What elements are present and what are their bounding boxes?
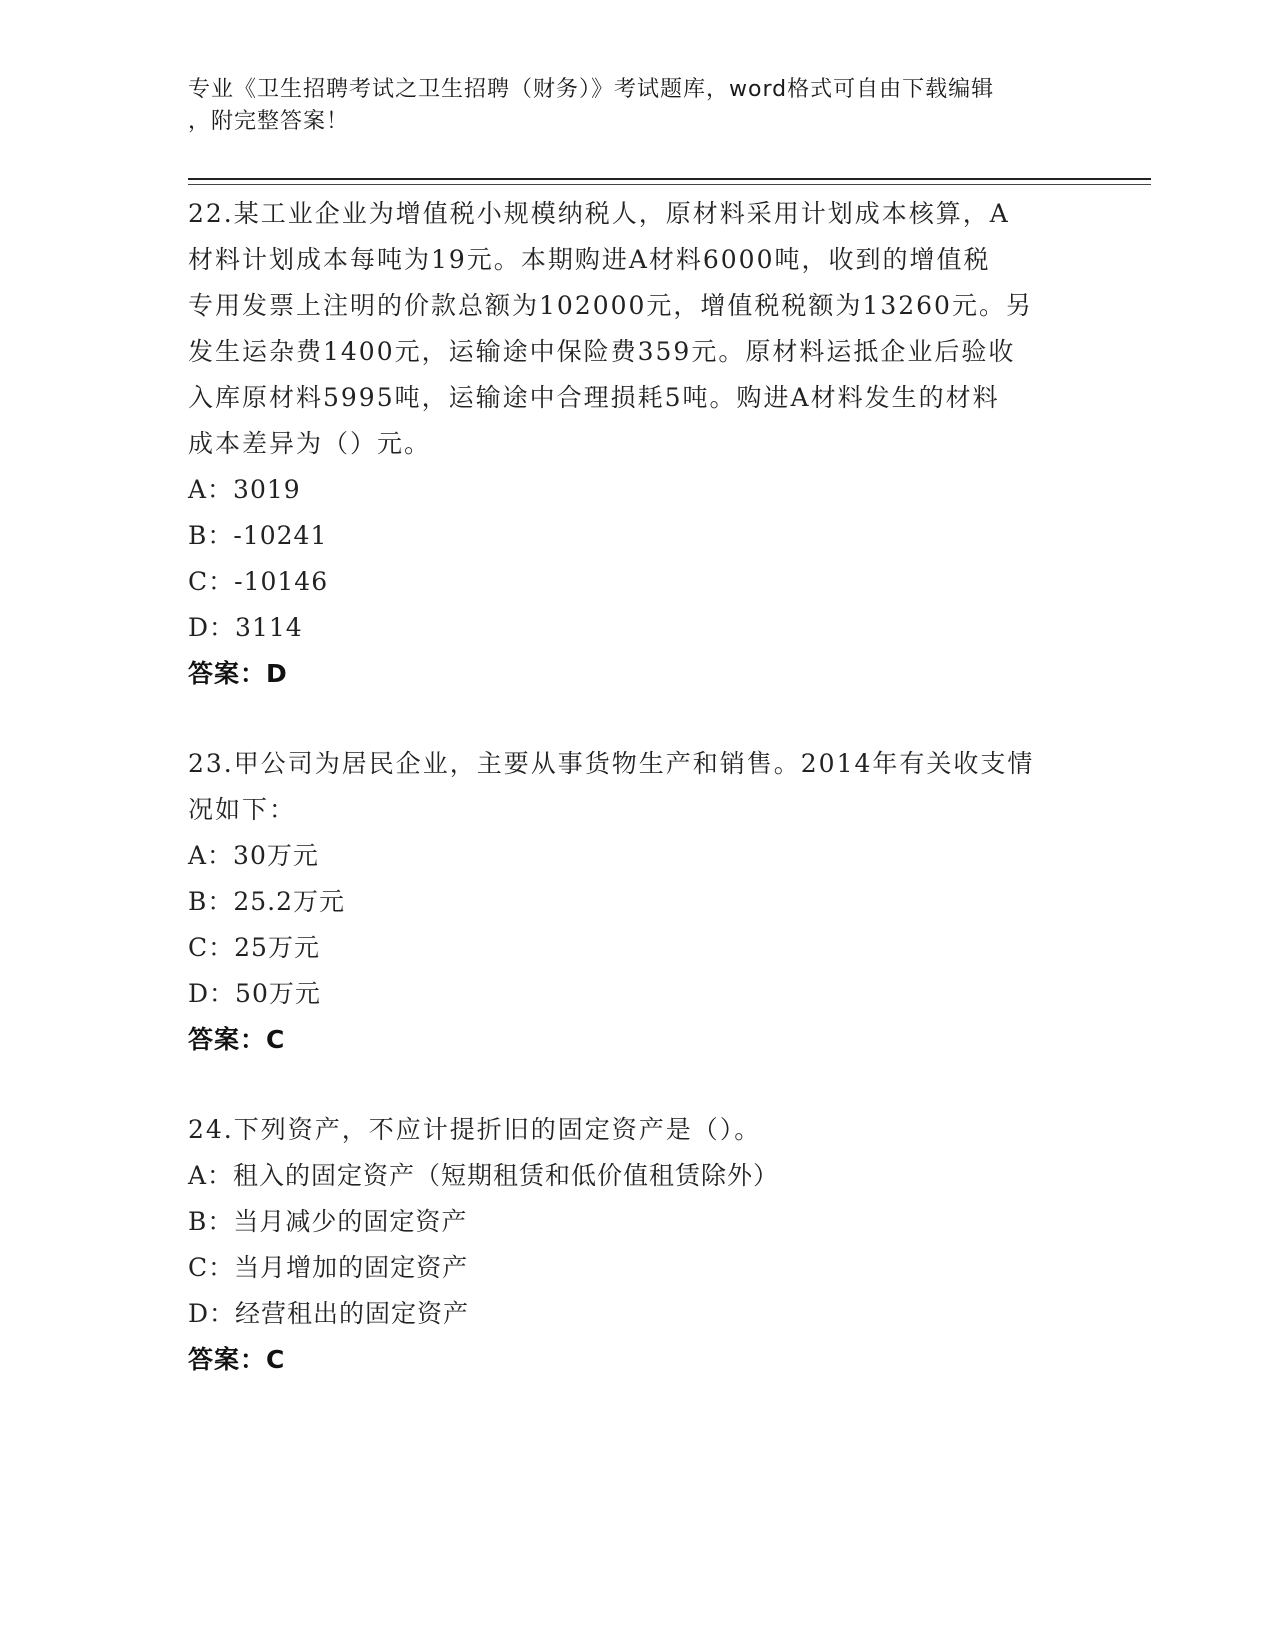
question-23 (188, 741, 1088, 1063)
question-line: 材料计划成本每吨为19元。本期购进A材料6000吨，收到的增值税 (188, 245, 991, 274)
header-line-1: 专业《卫生招聘考试之卫生招聘（财务）》考试题库，word格式可自由下载编辑 (188, 77, 995, 102)
question-22 (188, 191, 1088, 697)
option-a: A：3019 (188, 475, 301, 504)
question-line: 22.某工业企业为增值税小规模纳税人，原材料采用计划成本核算，A (188, 199, 1010, 228)
option-d: D：经营租出的固定资产 (188, 1299, 470, 1328)
option-c: C：25万元 (188, 933, 320, 962)
question-line: 成本差异为（）元。 (188, 429, 432, 458)
answer-label: 答案：C (188, 1345, 286, 1374)
option-a: A：租入的固定资产（短期租赁和低价值租赁除外） (188, 1161, 780, 1190)
answer-label: 答案：C (188, 1025, 286, 1054)
question-line: 24.下列资产，不应计提折旧的固定资产是（）。 (188, 1115, 762, 1144)
option-b: B：-10241 (188, 521, 328, 550)
option-b: B：25.2万元 (188, 887, 346, 916)
question-text (188, 191, 1088, 467)
option-c: C：当月增加的固定资产 (188, 1253, 469, 1282)
document-header (188, 74, 1068, 138)
question-24 (188, 1107, 1088, 1383)
question-text (188, 1107, 1088, 1153)
question-list (188, 191, 1088, 1427)
option-d: D：3114 (188, 613, 303, 642)
header-line-2: ，附完整答案！ (188, 109, 350, 134)
option-b: B：当月减少的固定资产 (188, 1207, 468, 1236)
option-d: D：50万元 (188, 979, 321, 1008)
question-line: 23.甲公司为居民企业，主要从事货物生产和销售。2014年有关收支情 (188, 749, 1035, 778)
answer-label: 答案：D (188, 659, 288, 688)
question-line: 发生运杂费1400元，运输途中保险费359元。原材料运抵企业后验收 (188, 337, 1016, 366)
option-c: C：-10146 (188, 567, 329, 596)
question-line: 专用发票上注明的价款总额为102000元，增值税税额为13260元。另 (188, 291, 1033, 320)
question-line: 入库原材料5995吨，运输途中合理损耗5吨。购进A材料发生的材料 (188, 383, 1000, 412)
question-line: 况如下： (188, 795, 297, 824)
option-a: A：30万元 (188, 841, 319, 870)
header-divider-thin (188, 184, 1151, 185)
question-text (188, 741, 1088, 833)
header-divider-thick (188, 178, 1151, 180)
